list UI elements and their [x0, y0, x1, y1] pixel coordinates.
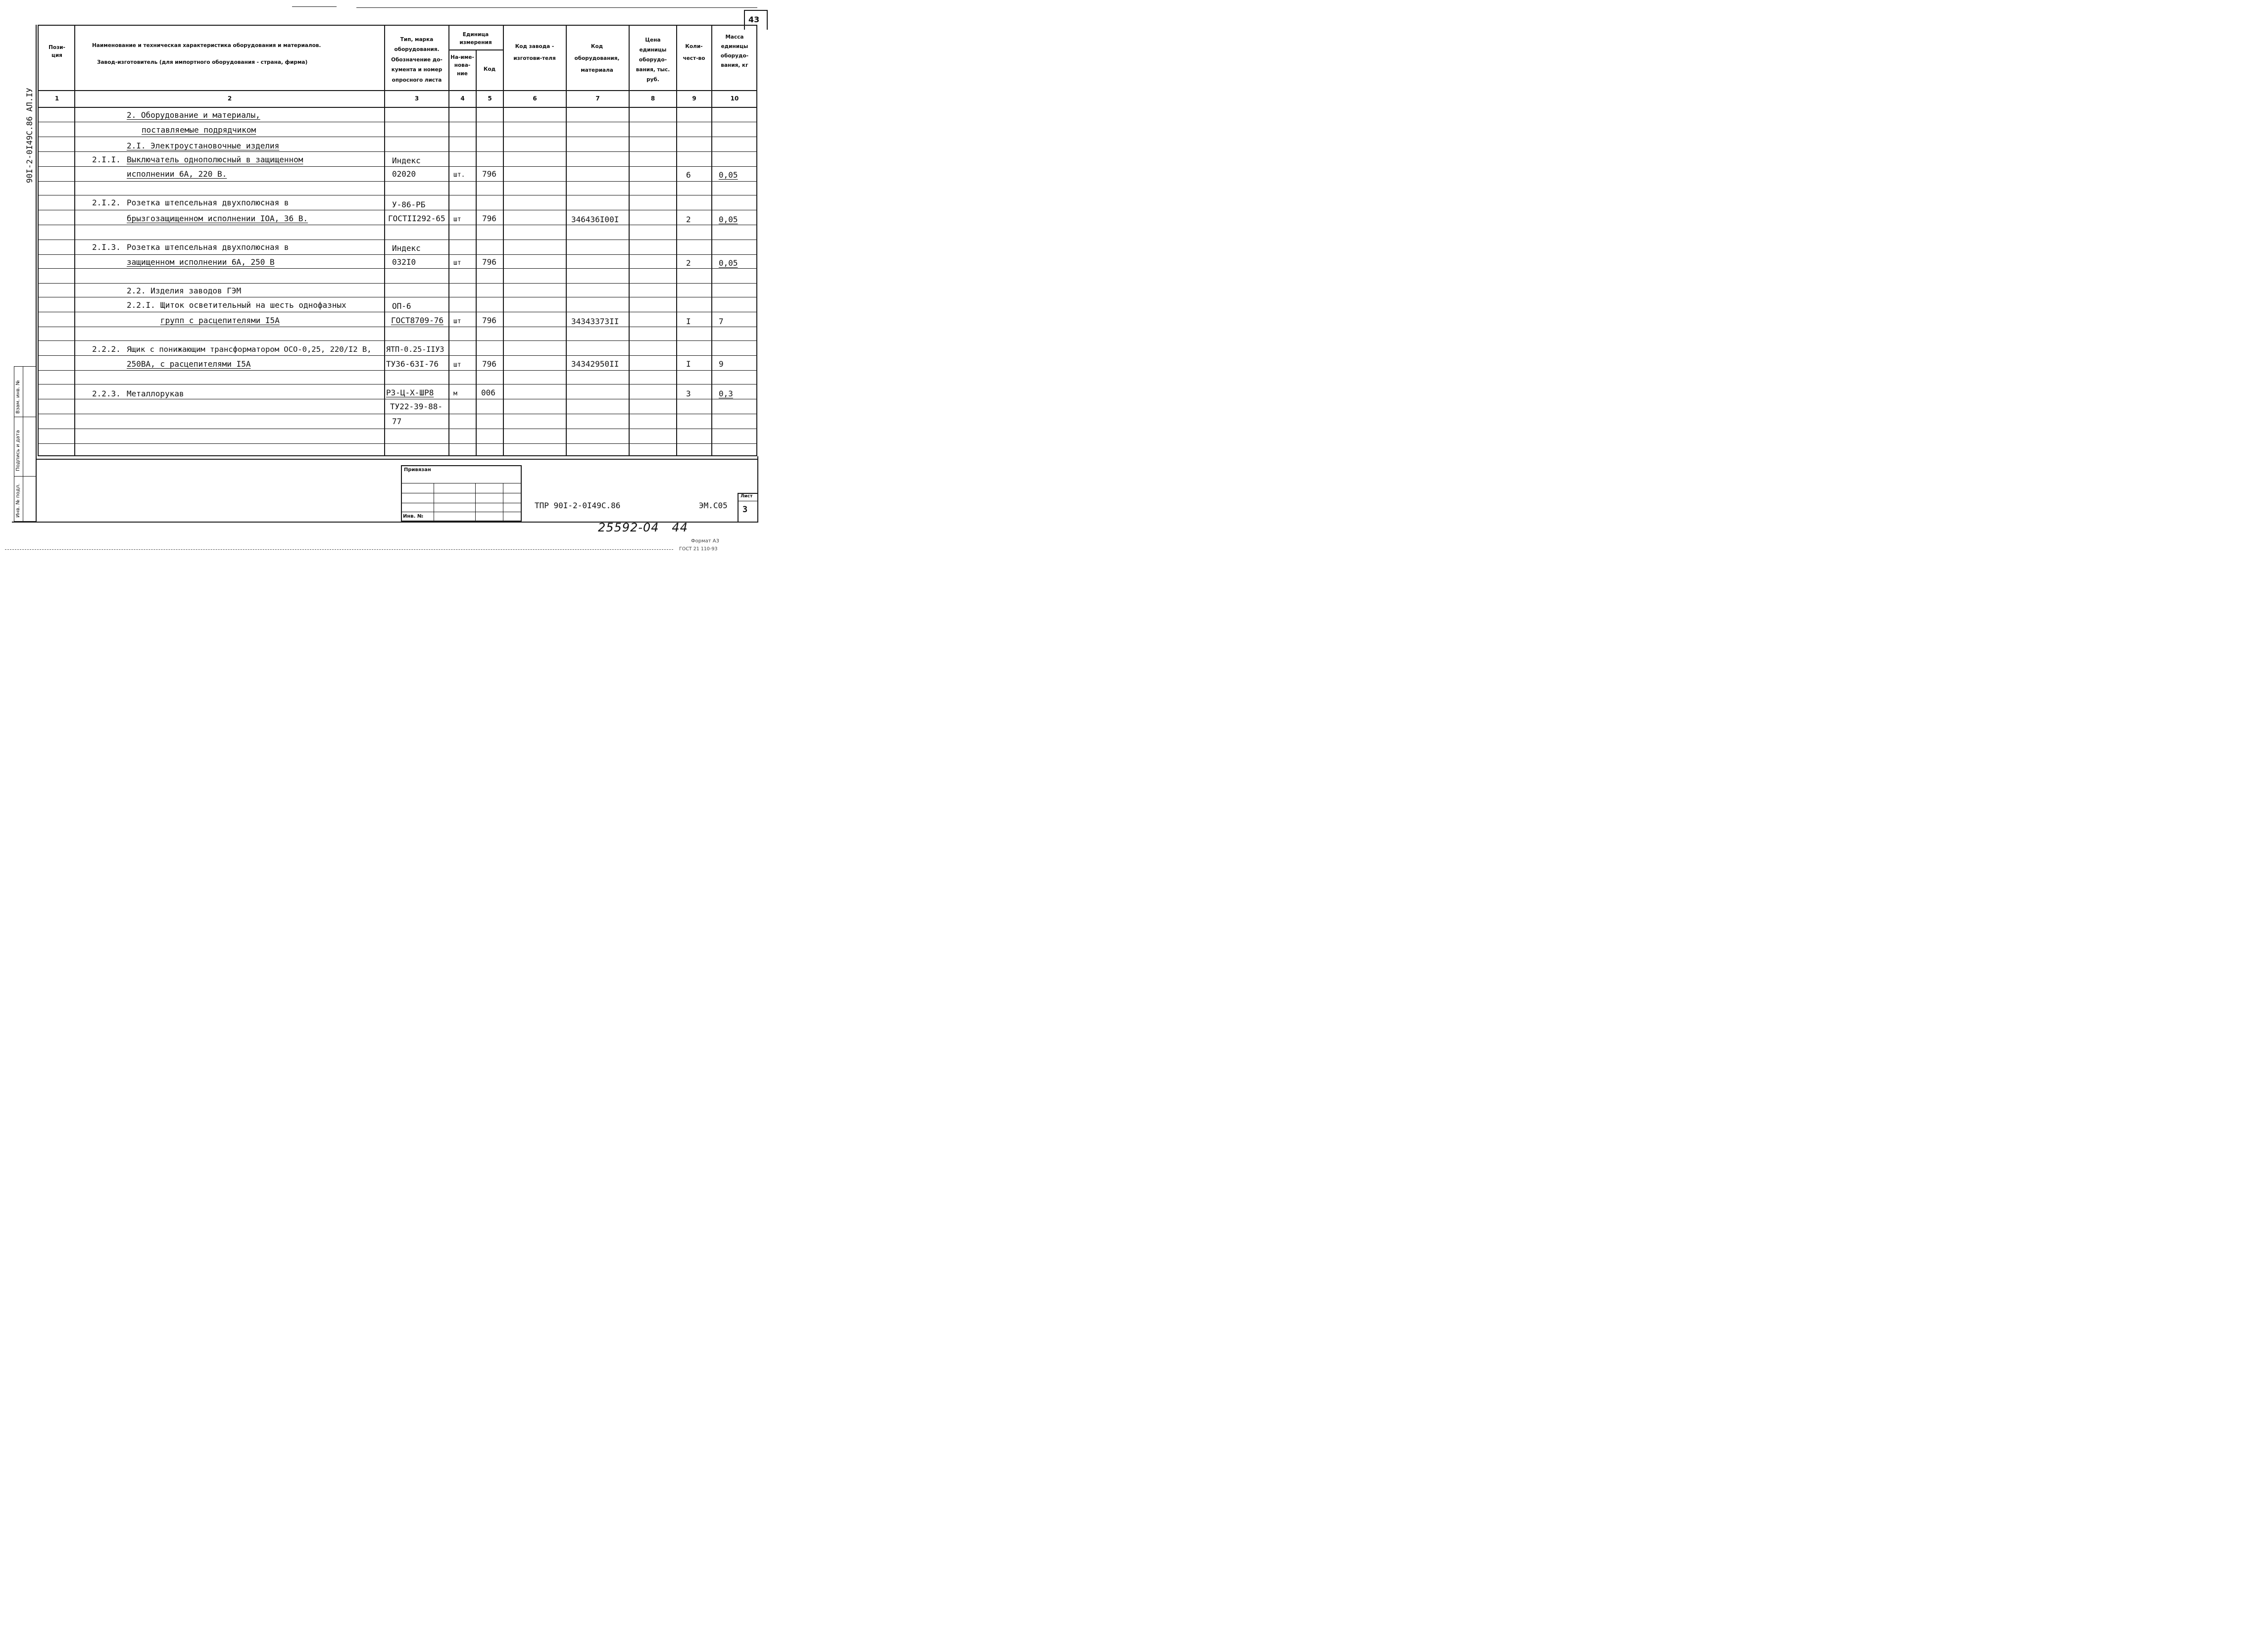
item-unit-code: 006 [481, 388, 495, 397]
item-pos: 2.I.2. [92, 198, 121, 207]
header-quantity: Коли-чест-во [683, 44, 705, 62]
header-position: Пози-ция [49, 45, 65, 59]
item-type: 77 [392, 417, 402, 426]
item-type: Индекс [392, 156, 421, 165]
header-name-line1: Наименование и техническая характеристика оборудования и материалов. [92, 43, 321, 48]
page-number: 43 [748, 15, 760, 24]
header-material-code: Код оборудования, материала [574, 44, 620, 74]
item-name: исполнении 6А, 220 В. [127, 169, 227, 179]
item-type: ГОСТ8709-76 [391, 316, 444, 325]
header-unit-code: Код [483, 66, 496, 72]
header-price: Цена единицы оборудо-вания, тыс. руб. [636, 37, 670, 83]
header-name-line2: Завод-изготовитель (для импортного оборудования - страна, фирма) [97, 59, 308, 65]
section-title: 2. Оборудование и материалы, [127, 110, 260, 120]
header-factory-code: Код завода - изготови-теля [513, 44, 556, 62]
item-unit: шт [453, 318, 461, 325]
item-pos: 2.2.I. [127, 300, 155, 310]
item-mass: 9 [719, 359, 724, 369]
stamp-privyazan-label: Привязан [404, 467, 431, 473]
header-mass: Масса единицы оборудо-вания, кг [720, 34, 749, 68]
header-type: Тип, марка оборудования. Обозначение до-кумента и номер опросного листа [391, 37, 443, 83]
stamp-inv-label: Инв. № [403, 514, 423, 519]
item-name: Розетка штепсельная двухполюсная в [127, 242, 289, 252]
item-unit-code: 796 [482, 214, 496, 223]
item-mass: 7 [719, 317, 724, 326]
stamp-doc-code: ТПР 90I-2-0I49С.86 [535, 501, 621, 510]
item-qty: 2 [686, 215, 691, 224]
item-material-code: 34342950II [571, 359, 619, 369]
item-name: Выключатель однополюсный в защищенном [127, 155, 303, 164]
item-name: Щиток осветительный на шесть однофазных [160, 300, 346, 310]
item-unit-code: 796 [482, 316, 496, 325]
colnum-3: 3 [414, 95, 419, 102]
item-name: Розетка штепсельная двухполюсная в [127, 198, 289, 207]
handwritten-number: 25592-04 44 [598, 521, 688, 534]
item-pos: 2.2.3. [92, 389, 121, 398]
colnum-7: 7 [595, 95, 600, 102]
item-name: 250ВА, с расцепителями I5А [127, 359, 251, 369]
item-type: 032I0 [392, 257, 416, 267]
section-subtitle: поставляемые подрядчиком [142, 125, 256, 135]
colnum-1: 1 [54, 95, 59, 102]
colnum-5: 5 [488, 95, 492, 102]
stamp-sheet-label: Лист [740, 494, 753, 499]
stamp-inv-original: Инв. № подл. [15, 483, 21, 518]
stamp-doc-mark: ЭМ.С05 [699, 501, 728, 510]
item-name: Металлорукав [127, 389, 184, 398]
item-unit-code: 796 [482, 359, 496, 369]
item-qty: 3 [686, 389, 691, 398]
item-type: ЯТП-0.25-IIУЗ [386, 345, 444, 354]
colnum-2: 2 [227, 95, 232, 102]
item-unit: шт [453, 216, 461, 223]
item-material-code: 346436I00I [571, 215, 619, 224]
item-material-code: 34343373II [571, 317, 619, 326]
item-type: Р3-Ц-Х-ШР8 [386, 388, 434, 397]
item-name: брызгозащищенном исполнении IOA, 36 В. [127, 214, 308, 223]
subsection-2-2: 2.2. Изделия заводов ГЭМ [127, 286, 242, 295]
item-type: ОП-6 [392, 301, 411, 311]
stamp-signature-date: Подпись и дата [15, 430, 21, 471]
colnum-6: 6 [533, 95, 537, 102]
item-name: Ящик с понижающим трансформатором ОСО-0,25, 220/I2 В, [127, 345, 372, 354]
item-type: ГОСТII292-65 [388, 214, 445, 223]
item-type: 02020 [392, 169, 416, 179]
item-mass: 0,05 [719, 215, 738, 224]
item-qty: 2 [686, 258, 691, 268]
item-unit-code: 796 [482, 169, 496, 179]
item-mass: 0,3 [719, 389, 733, 398]
colnum-10: 10 [730, 95, 739, 102]
item-qty: I [686, 317, 691, 326]
colnum-4: 4 [460, 95, 465, 102]
item-type: У-86-РБ [392, 200, 426, 209]
subsection-2-1: 2.I. Электроустановочные изделия [127, 141, 280, 150]
item-type: ТУ22-39-88- [390, 402, 443, 411]
header-unit: Единица измерения [459, 32, 492, 46]
item-pos: 2.2.2. [92, 344, 121, 354]
colnum-9: 9 [692, 95, 696, 102]
stamp-sheet-number: 3 [742, 505, 748, 515]
item-name: защищенном исполнении 6А, 250 В [127, 257, 275, 267]
item-name: групп с расцепителями I5А [160, 316, 280, 325]
item-unit: м [453, 390, 457, 397]
item-pos: 2.I.I. [92, 155, 121, 164]
colnum-8: 8 [650, 95, 655, 102]
format-label: Формат А3 [691, 538, 719, 544]
gost-label: ГОСТ 21 110-93 [679, 546, 718, 552]
item-mass: 0,05 [719, 258, 738, 268]
item-pos: 2.I.3. [92, 242, 121, 252]
item-qty: 6 [686, 170, 691, 180]
stamp-replace-inv: Взам. инв. № [15, 380, 21, 414]
item-qty: I [686, 359, 691, 369]
item-unit: шт [453, 361, 461, 369]
item-type: Индекс [392, 243, 421, 253]
item-unit: шт [453, 259, 461, 267]
side-document-code: 90I-2-0I49C.86 АЛ.IУ [25, 88, 34, 183]
header-unit-name: На-име-нова-ние [450, 54, 474, 77]
item-mass: 0,05 [719, 170, 738, 180]
item-type: ТУ36-63I-76 [386, 359, 439, 369]
item-unit: шт. [453, 171, 465, 179]
stamp-privyazan-box [401, 465, 522, 522]
item-unit-code: 796 [482, 257, 496, 267]
